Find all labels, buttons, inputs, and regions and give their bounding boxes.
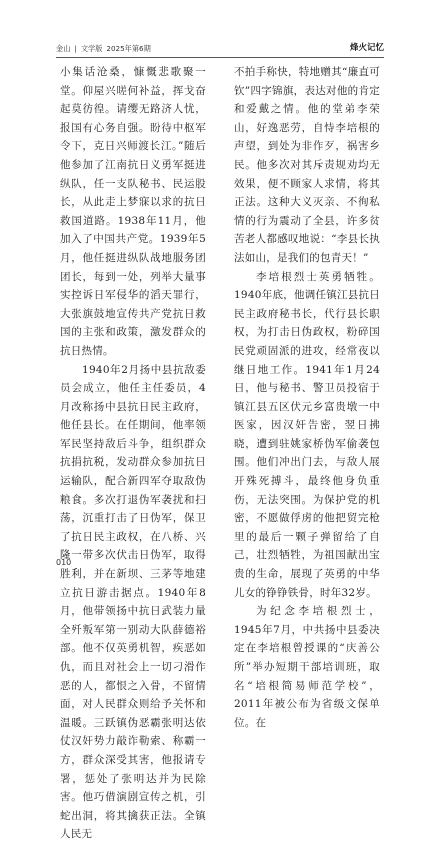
left-text-column [60, 63, 206, 844]
paragraph: 李培根烈士英勇牺牲。1940年底，他调任镇江县抗日民主政府秘书长，代行县长职权，为打击日伪政权，粉碎国民党顽固派的进攻，经常夜以继日地工作。1941年1月24日，他与秘书、警卫员投宿于镇江县五区伏元乡富贵墩一中医家，因汉奸告密，翌日拂晓，遭到驻姚家桥伪军偷袭包围。他们冲出门去，与敌人展开殊死搏斗，最终他身负重伤，无法突围。为保护党的机密，不愿做俘虏的他把贸完枪里的最后一颗子弹留给了自己，壮烈牺牲，为祖国献出宝贵的生命，展现了英勇的中华儿女的铮铮铁骨，时年32岁。 [234, 270, 380, 599]
column-title: 烽火记忆 [349, 43, 384, 53]
journal-section: 文学版 [80, 44, 103, 53]
paragraph: 不拍手称快，特地赠其“廉直可钦”四字锦旗，表达对他的肯定和爱戴之情。他的堂弟李荣山，好逸恶劳，自恃李培根的声望，到处为非作歹，祸害乡民。他多次对其斥责规劝均无效果，便不顾家人求情，将其正法。这种大义灭亲、不徇私情的行为震动了全县，许多贫苦老人都感叹地说：“李县长执法如山，是我们的包青天！” [234, 66, 380, 264]
header-divider: | [74, 44, 77, 53]
running-header [56, 44, 384, 56]
header-rule [56, 57, 384, 58]
paragraph: 1940年2月扬中县抗敌委员会成立，他任主任委员，4月改称扬中县抗日民主政府，他任县长。在任期间，他率领军民坚持敌后斗争，组织群众抗捐抗税，发动群众参加抗日运输队，配合新四军夺取敌伪粮食。多次打退伪军袭扰和扫荡，沉重打击了日伪军，保卫了抗日民主政权，在八桥、兴隆一带多次伏击日伪军，取得胜利，并在新坝、三茅等地建立抗日游击据点。1940年8月，他带领扬中抗日武装力量全歼叛军第一别动大队薛德裕部。他不仅英勇机智，疾恶如仇，而且对社会上一切刁滑作恶的人，都恨之入骨，不留情面，对人民群众则给予关怀和温暖。三跃镇伪恶霸张明达依仗汉奸势力敲诈勒索、称霸一方，群众深受其害，他报请专署，惩处了张明达并为民除害。他巧借演剧宣传之机，引蛇出洞，将其擒获正法。全镇人民无 [60, 363, 206, 841]
journal-name: 金山 [56, 44, 71, 53]
page-number: 010 [56, 558, 72, 567]
paragraph: 小集话沧桑，慷慨悲歌聚一堂。仰屋兴嗟何补益，挥戈奋起莫彷徨。请缨无路济人忧，报国有心务自强。盼待中枢军令下，克日兴师渡长江。”随后他参加了江南抗日义勇军挺进纵队，任一支队秘书、民运股长，从此走上梦寐以求的抗日救国道路。1938年11月，他加入了中国共产党。1939年5月，他任挺进纵队战地服务团团长，每到一处，列举大量事实控诉日军侵华的滔天罪行，大张旗鼓地宣传共产党抗日救国的主张和政策，激发群众的抗日热情。 [60, 66, 206, 357]
journal-issue: 2025年第6期 [106, 44, 151, 53]
right-text-column [234, 63, 380, 732]
paragraph: 为纪念李培根烈士，1945年7月，中共扬中县委决定在李培根曾授课的“庆善公所”举办短期干部培训班，取名“培根简易师范学校”，2011年被公布为省级文保单位。在 [234, 605, 380, 729]
journal-info [56, 44, 155, 54]
